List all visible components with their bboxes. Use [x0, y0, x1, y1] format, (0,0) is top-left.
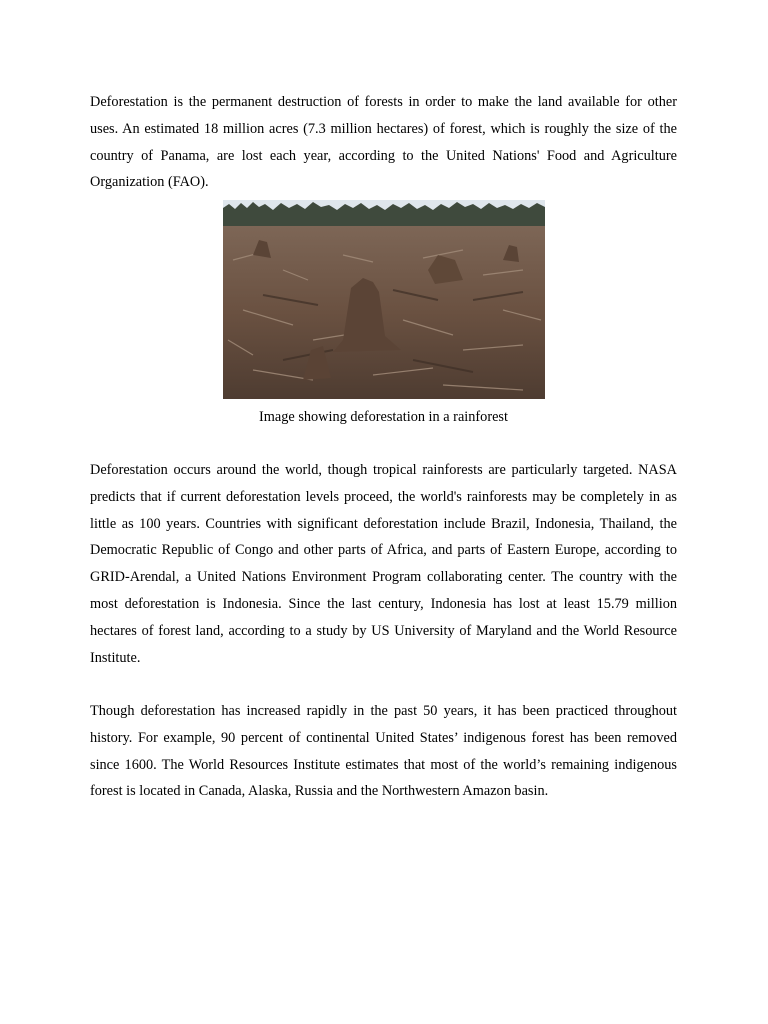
deforestation-photo-illustration [223, 200, 545, 399]
paragraph-history: Though deforestation has increased rapidly in the past 50 years, it has been practiced throughout history. For example, 90 percent of continental United States’ indigenous forest has been removed since 1600. The World Resources Institute estimates that most of the world’s remaining indigenous forest is located in Canada, Alaska, Russia and the Northwestern Amazon basin. [90, 703, 677, 800]
paragraph-global-deforestation: Deforestation occurs around the world, though tropical rainforests are particularly targeted. NASA predicts that if current deforestation levels proceed, the world's rainforests may be completely in as little as 100 years. Countries with significant deforestation include Brazil, Indonesia, Thailand, the Democratic Republic of Congo and other parts of Africa, and parts of Eastern Europe, according to GRID-Arendal, a United Nations Environment Program collaborating center. The country with the most deforestation is Indonesia. Since the last century, Indonesia has lost at least 15.79 million hectares of forest land, according to a study by US University of Maryland and the World Resource Institute. [90, 462, 677, 666]
figure-caption: Image showing deforestation in a rainforest [259, 409, 508, 425]
paragraph-intro: Deforestation is the permanent destruction of forests in order to make the land available for other uses. An estimated 18 million acres (7.3 million hectares) of forest, which is roughly the size of the country of Panama, are lost each year, according to the United Nations' Food and Agriculture Organization (FAO). [90, 94, 677, 191]
deforestation-photo [223, 200, 545, 399]
